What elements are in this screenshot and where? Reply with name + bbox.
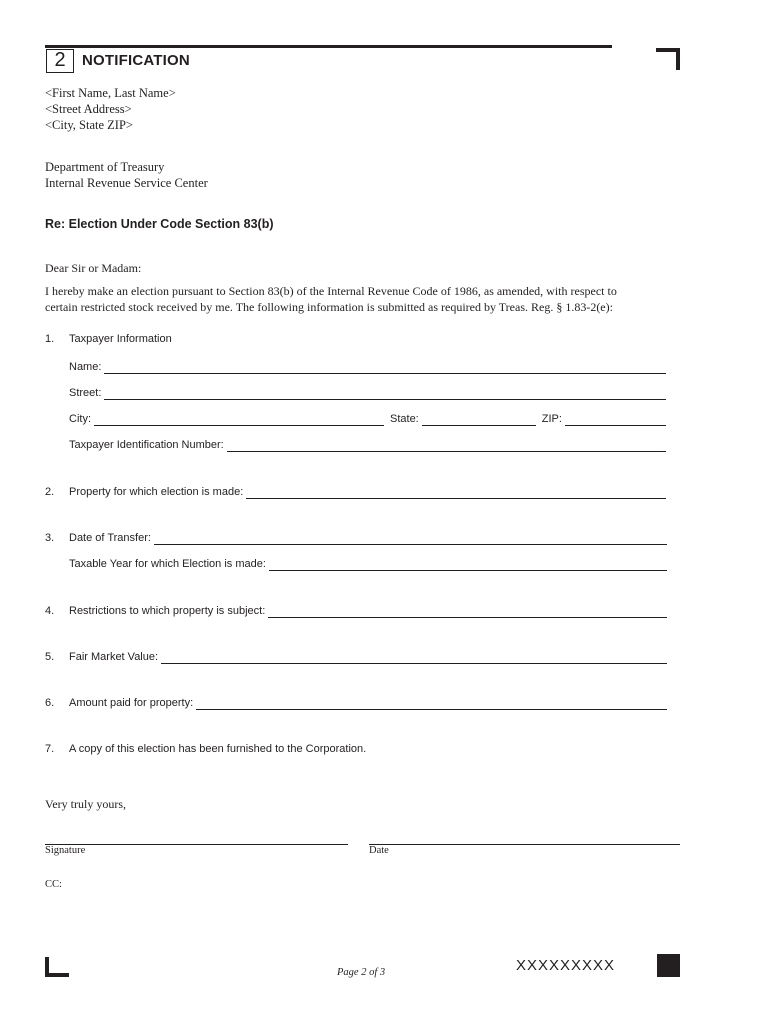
date-field[interactable] xyxy=(369,844,680,845)
section-title: NOTIFICATION xyxy=(82,52,190,69)
corner-mark-top-right-vertical xyxy=(676,48,680,70)
item-1-number: 1. xyxy=(45,333,55,345)
signature-label: Signature xyxy=(45,845,86,856)
property-field[interactable] xyxy=(246,489,666,499)
recipient-line-2: Internal Revenue Service Center xyxy=(45,176,208,190)
recipient-line-1: Department of Treasury xyxy=(45,160,165,174)
item-5-row xyxy=(45,650,667,664)
item-7-number: 7. xyxy=(45,743,55,755)
street-row xyxy=(69,386,666,400)
item-3-number: 3. xyxy=(45,532,55,544)
city-state-zip-row xyxy=(69,412,666,426)
amount-paid-label: Amount paid for property: xyxy=(69,697,194,709)
page-number: Page 2 of 3 xyxy=(337,967,386,978)
restrictions-label: Restrictions to which property is subject: xyxy=(69,605,266,617)
taxable-year-row xyxy=(69,557,667,571)
form-code: XXXXXXXXX xyxy=(516,957,616,974)
sender-city: <City, State ZIP> xyxy=(45,118,133,132)
restrictions-field[interactable] xyxy=(268,608,667,618)
taxable-year-label: Taxable Year for which Election is made: xyxy=(69,558,266,570)
copy-furnished-statement: A copy of this election has been furnished to the Corporation. xyxy=(69,743,367,755)
item-2-row xyxy=(45,485,666,499)
header-rule xyxy=(45,45,612,48)
sender-street: <Street Address> xyxy=(45,102,132,116)
amount-paid-field[interactable] xyxy=(196,700,667,710)
signature-field[interactable] xyxy=(45,844,348,845)
tin-field[interactable] xyxy=(227,442,666,452)
zip-field[interactable] xyxy=(565,416,666,426)
date-of-transfer-field[interactable] xyxy=(154,535,667,545)
registration-mark xyxy=(657,954,680,977)
item-3-row xyxy=(45,531,667,545)
name-label: Name: xyxy=(69,361,102,373)
fair-market-value-label: Fair Market Value: xyxy=(69,651,159,663)
item-1-title: Taxpayer Information xyxy=(69,333,172,345)
salutation: Dear Sir or Madam: xyxy=(45,261,142,275)
item-1-heading xyxy=(45,332,345,346)
item-7-row xyxy=(45,742,667,756)
city-field[interactable] xyxy=(94,416,384,426)
state-field[interactable] xyxy=(422,416,536,426)
sender-name: <First Name, Last Name> xyxy=(45,86,176,100)
section-number-box: 2 xyxy=(46,49,74,73)
item-6-row xyxy=(45,696,667,710)
date-label: Date xyxy=(369,845,389,856)
item-2-number: 2. xyxy=(45,486,55,498)
item-4-number: 4. xyxy=(45,605,55,617)
name-row xyxy=(69,360,666,374)
corner-mark-bottom-left-horizontal xyxy=(45,973,69,977)
subject-line: Re: Election Under Code Section 83(b) xyxy=(45,217,274,231)
street-label: Street: xyxy=(69,387,102,399)
item-5-number: 5. xyxy=(45,651,55,663)
closing: Very truly yours, xyxy=(45,797,126,811)
tin-label: Taxpayer Identification Number: xyxy=(69,439,224,451)
city-label: City: xyxy=(69,413,91,425)
cc-label: CC: xyxy=(45,879,62,890)
intro-line-1: I hereby make an election pursuant to Section 83(b) of the Internal Revenue Code of 1986, as amended, with respect to xyxy=(45,284,617,298)
item-6-number: 6. xyxy=(45,697,55,709)
item-4-row xyxy=(45,604,667,618)
property-label: Property for which election is made: xyxy=(69,486,244,498)
street-field[interactable] xyxy=(104,390,666,400)
fair-market-value-field[interactable] xyxy=(161,654,667,664)
intro-line-2: certain restricted stock received by me. The following information is submitted as required by Treas. Reg. § 1.83-2(e): xyxy=(45,300,613,314)
name-field[interactable] xyxy=(104,364,666,374)
state-label: State: xyxy=(390,413,419,425)
zip-label: ZIP: xyxy=(541,413,562,425)
date-of-transfer-label: Date of Transfer: xyxy=(69,532,151,544)
tin-row xyxy=(69,438,666,452)
taxable-year-field[interactable] xyxy=(269,561,667,571)
